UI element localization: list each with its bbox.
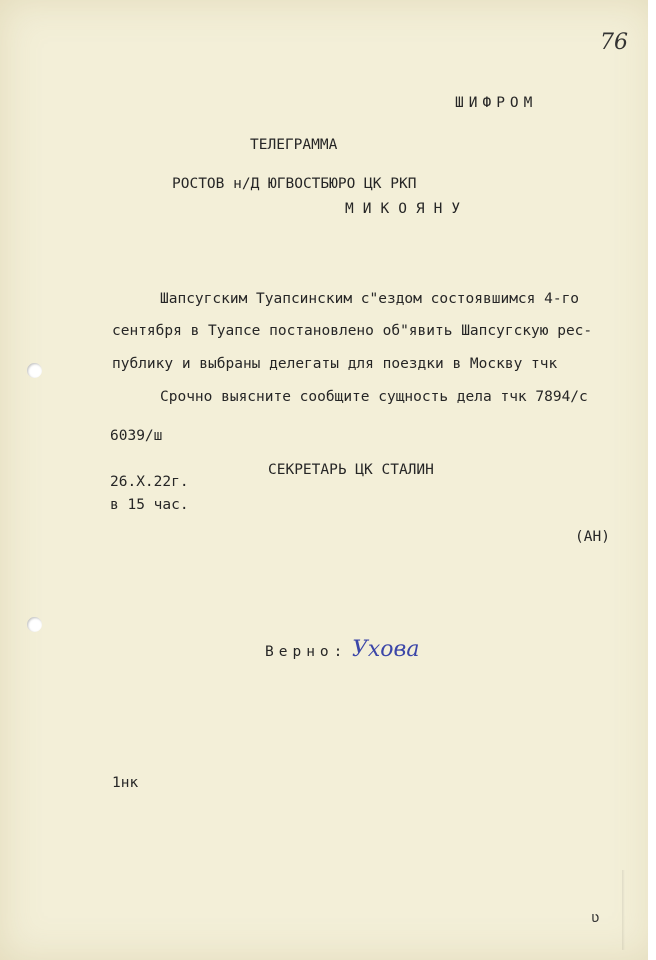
cipher-heading: ШИФРОМ (455, 95, 538, 111)
reference-number: 6039/ш (110, 428, 163, 444)
addressee-line: МИКОЯНУ (345, 201, 470, 217)
body-line-4: Срочно выясните сообщите сущность дела тчк 7894/с (160, 389, 588, 405)
date-line: 26.X.22г. (110, 474, 189, 490)
time-line: в 15 час. (110, 497, 189, 513)
handwritten-signature: Ухова (352, 637, 420, 662)
footer-code: 1нк (112, 775, 139, 791)
certification-label: Верно: (265, 644, 348, 660)
initials: (АН) (575, 529, 610, 545)
body-line-3: публику и выбраны делегаты для поездки в Москву тчк (112, 356, 558, 372)
paper-fold (622, 870, 625, 950)
signature-line: СЕКРЕТАРЬ ЦК СТАЛИН (268, 462, 434, 478)
destination-line: РОСТОВ н/Д ЮГВОСТБЮРО ЦК РКП (172, 176, 417, 192)
body-line-2: сентября в Туапсе постановлено об"явить Шапсугскую рес- (112, 323, 593, 339)
corner-mark: ʋ (591, 910, 600, 926)
folio-number: 76 (600, 30, 628, 55)
punch-hole-lower (27, 617, 42, 632)
body-line-1: Шапсугским Туапсинским с"ездом состоявшимся 4-го (160, 291, 580, 307)
punch-hole-upper (27, 363, 42, 378)
document-type-heading: ТЕЛЕГРАММА (250, 137, 338, 153)
